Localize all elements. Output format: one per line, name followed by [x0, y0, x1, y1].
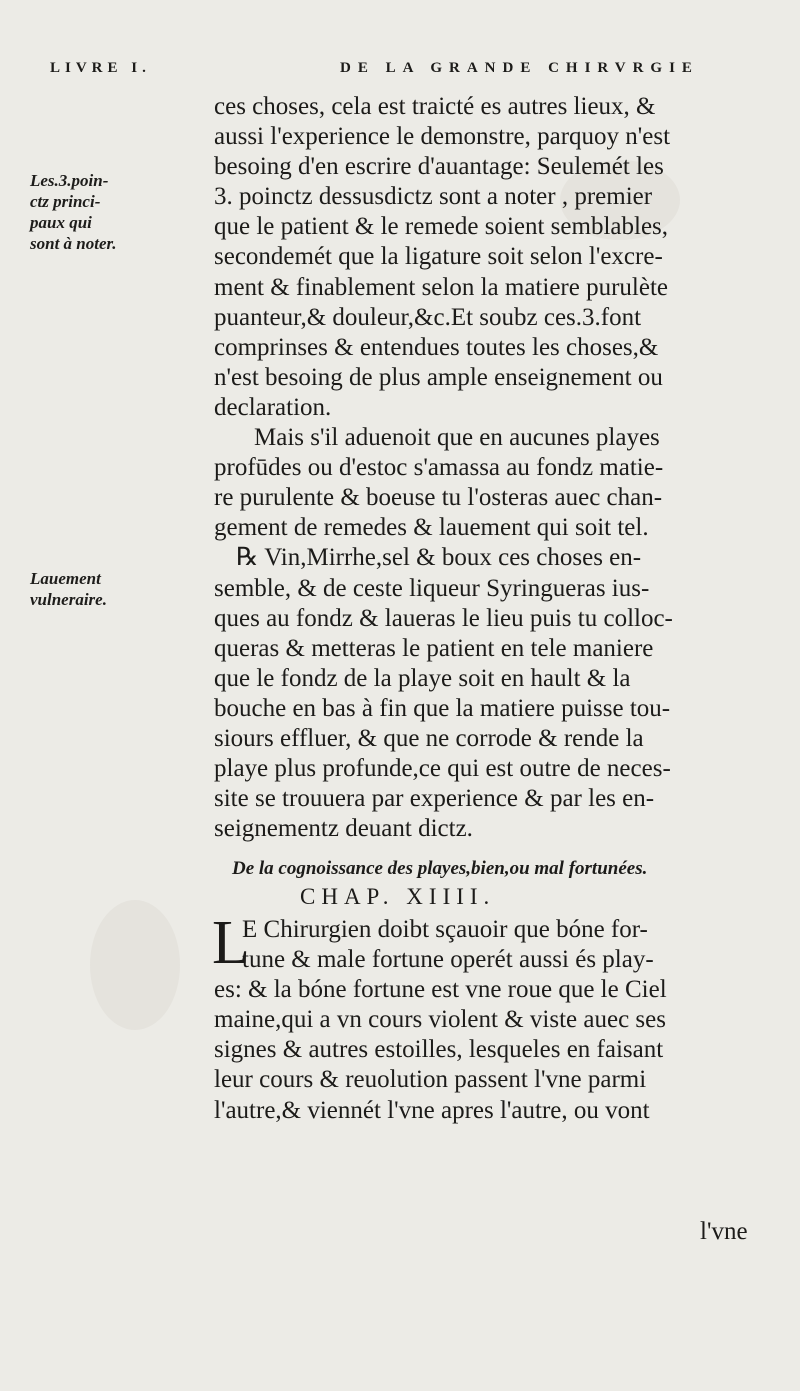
text-line: Mais s'il aduenoit que en aucunes playes — [254, 424, 660, 452]
text-line: es: & la bóne fortune est vne roue que le Ciel — [214, 976, 667, 1004]
text-line: declaration. — [214, 393, 332, 421]
running-head-book: LIVRE I. — [50, 60, 151, 76]
paper-stain — [90, 900, 180, 1030]
margin-note-line: Lauement — [30, 569, 101, 588]
chapter-title: De la cognoissance des playes,bien,ou mal fortunées. — [232, 858, 648, 879]
text-line: profūdes ou d'estoc s'amassa au fondz matie- — [214, 454, 664, 482]
text-line: que le patient & le remede soient semblables, — [214, 213, 669, 241]
running-head-title: DE LA GRANDE CHIRVRGIE — [340, 60, 699, 76]
text-line: seignementz deuant dictz. — [214, 815, 473, 843]
text-line: secondemét que la ligature soit selon l'excre- — [214, 243, 663, 271]
margin-note-three-points — [30, 170, 225, 254]
chapter-number: CHAP. XIIII. — [300, 884, 496, 909]
text-line: tune & male fortune operét aussi és play- — [242, 946, 654, 974]
body-text-section-1 — [214, 92, 784, 844]
text-line: signes & autres estoilles, lesqueles en faisant — [214, 1036, 664, 1064]
margin-note-line: ctz princi- — [30, 192, 101, 211]
text-line: siours effluer, & que ne corrode & rende la — [214, 724, 644, 752]
text-line: leur cours & reuolution passent l'vne parmi — [214, 1066, 647, 1094]
text-line: ℞ Vin,Mirrhe,sel & boux ces choses en- — [236, 544, 642, 572]
text-line: comprinses & entendues toutes les choses,& — [214, 333, 659, 361]
text-line: semble, & de ceste liqueur Syringueras ius- — [214, 574, 650, 602]
body-text-section-2 — [214, 915, 784, 1126]
text-line: puanteur,& douleur,&c.Et soubz ces.3.font — [214, 303, 642, 331]
text-line: ces choses, cela est traicté es autres lieux, & — [214, 93, 656, 120]
margin-note-lauement — [30, 568, 225, 610]
text-line: ques au fondz & laueras le lieu puis tu colloc- — [214, 604, 673, 632]
text-line: ment & finablement selon la matiere purulète — [214, 273, 669, 301]
text-line: playe plus profunde,ce qui est outre de neces- — [214, 755, 671, 783]
text-line: besoing d'en escrire d'auantage: Seulemét les — [214, 153, 664, 181]
running-head — [50, 60, 750, 86]
text-line: gement de remedes & lauement qui soit tel. — [214, 514, 649, 542]
text-line: n'est besoing de plus ample enseignement ou — [214, 363, 663, 391]
catchword: l'vne — [700, 1218, 748, 1245]
margin-note-line: sont à noter. — [30, 234, 117, 253]
text-line: re purulente & boeuse tu l'osteras auec chan- — [214, 484, 663, 512]
text-line: E Chirurgien doibt sçauoir que bóne for- — [242, 916, 648, 943]
margin-note-line: paux qui — [30, 213, 92, 232]
text-line: 3. poinctz dessusdictz sont a noter , premier — [214, 183, 653, 211]
text-line: que le fondz de la playe soit en hault & la — [214, 664, 631, 692]
text-line: l'autre,& viennét l'vne apres l'autre, ou vont — [214, 1096, 650, 1124]
margin-note-line: vulneraire. — [30, 590, 107, 609]
margin-note-line: Les.3.poin- — [30, 171, 109, 190]
text-line: aussi l'experience le demonstre, parquoy n'est — [214, 123, 671, 151]
text-line: bouche en bas à fin que la matiere puisse tou- — [214, 694, 671, 722]
text-line: queras & metteras le patient en tele maniere — [214, 634, 654, 662]
text-line: site se trouuera par experience & par les en- — [214, 785, 655, 813]
text-line: maine,qui a vn cours violent & viste auec ses — [214, 1006, 666, 1034]
drop-capital: L — [212, 909, 250, 977]
